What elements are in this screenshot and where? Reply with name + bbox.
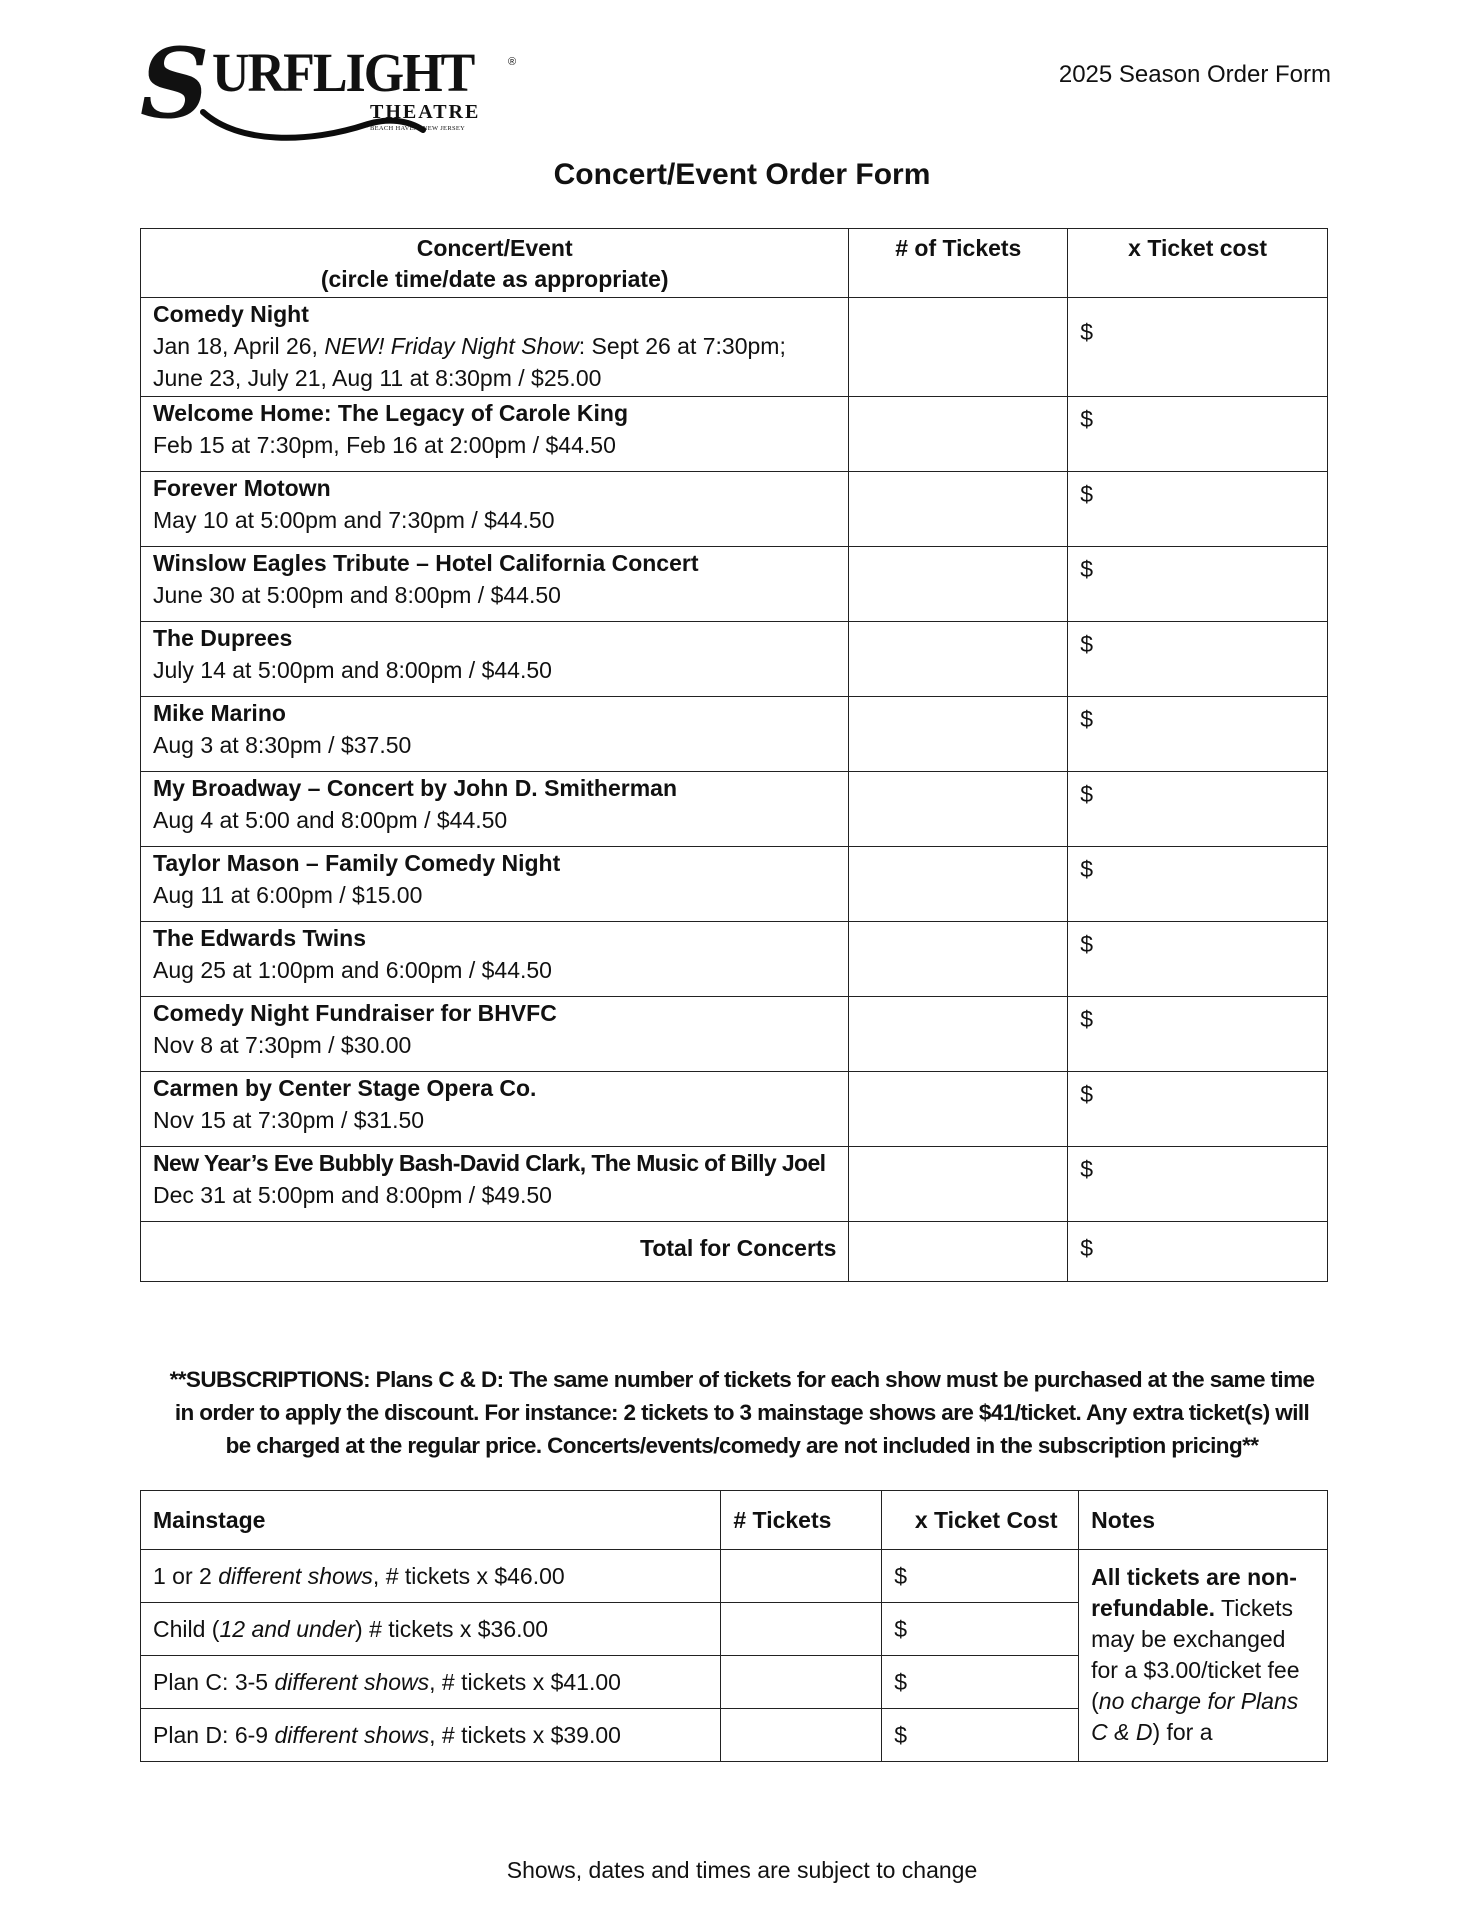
tickets-input-cell[interactable] (849, 472, 1068, 547)
subscriptions-note: **SUBSCRIPTIONS: Plans C & D: The same number of tickets for each show must be purchased at the same time in order to apply the discount. For instance: 2 tickets to 3 mainstage shows are $41/ticket. Any extra ticket(s) will be charged at the regular price. Concerts/events/comedy are not included in the subscription pricing** (169, 1367, 1315, 1458)
col-header-mainstage: Mainstage (141, 1491, 721, 1550)
price-option: Child (12 and under) # tickets x $36.00 (141, 1603, 721, 1656)
event-cell (141, 847, 849, 922)
mainstage-order-table (140, 1490, 1328, 1762)
event-name: Carmen by Center Stage Opera Co. (153, 1075, 537, 1101)
event-name: Mike Marino (153, 700, 286, 726)
col-header-tickets: # Tickets (721, 1491, 882, 1550)
table-row (141, 997, 1328, 1072)
event-cell (141, 772, 849, 847)
event-cell (141, 1147, 849, 1222)
tickets-input-cell[interactable] (721, 1656, 882, 1709)
event-when: Aug 11 at 6:00pm / $15.00 (153, 882, 423, 908)
event-cell (141, 922, 849, 997)
tickets-input-cell[interactable] (849, 847, 1068, 922)
event-name: Winslow Eagles Tribute – Hotel California Concert (153, 550, 699, 576)
price-option: Plan C: 3-5 different shows, # tickets x $41.00 (141, 1656, 721, 1709)
cost-input-cell[interactable]: $ (1068, 547, 1328, 622)
event-when: Dec 31 at 5:00pm and 8:00pm / $49.50 (153, 1182, 552, 1208)
tickets-input-cell[interactable] (849, 1147, 1068, 1222)
event-name: Comedy Night Fundraiser for BHVFC (153, 1000, 557, 1026)
event-name: Forever Motown (153, 475, 331, 501)
tickets-input-cell[interactable] (849, 1072, 1068, 1147)
event-name: Taylor Mason – Family Comedy Night (153, 850, 561, 876)
tickets-input-cell[interactable] (849, 547, 1068, 622)
table-header-row (141, 1491, 1328, 1550)
table-row (141, 1072, 1328, 1147)
total-cost-cell[interactable]: $ (1068, 1222, 1328, 1282)
event-when: July 14 at 5:00pm and 8:00pm / $44.50 (153, 657, 552, 683)
event-name: My Broadway – Concert by John D. Smitherman (153, 775, 678, 801)
cost-input-cell[interactable]: $ (1068, 298, 1328, 397)
footer-note: Shows, dates and times are subject to change (506, 1857, 978, 1883)
table-row (141, 1550, 1328, 1603)
notes-cell: All tickets are non-refundable. Tickets may be exchanged for a $3.00/ticket fee (no charge for Plans C & D) for a (1079, 1550, 1328, 1762)
col-header-cost: x Ticket cost (1068, 229, 1328, 298)
event-name: The Duprees (153, 625, 293, 651)
event-name: Comedy Night (153, 301, 309, 327)
event-cell (141, 472, 849, 547)
total-label: Total for Concerts (141, 1222, 849, 1282)
price-option: 1 or 2 different shows, # tickets x $46.00 (141, 1550, 721, 1603)
event-cell (141, 397, 849, 472)
tickets-input-cell[interactable] (849, 622, 1068, 697)
table-row (141, 622, 1328, 697)
price-option: Plan D: 6-9 different shows, # tickets x $39.00 (141, 1709, 721, 1762)
event-cell (141, 697, 849, 772)
table-row (141, 298, 1328, 397)
event-when: May 10 at 5:00pm and 7:30pm / $44.50 (153, 507, 555, 533)
cost-input-cell[interactable]: $ (882, 1709, 1079, 1762)
table-row (141, 847, 1328, 922)
logo-initial: S (140, 27, 210, 140)
cost-input-cell[interactable]: $ (1068, 772, 1328, 847)
tickets-input-cell[interactable] (849, 697, 1068, 772)
cost-input-cell[interactable]: $ (1068, 922, 1328, 997)
cost-input-cell[interactable]: $ (1068, 1147, 1328, 1222)
tickets-input-cell[interactable] (721, 1550, 882, 1603)
event-when: June 23, July 21, Aug 11 at 8:30pm / $25.00 (153, 365, 602, 391)
cost-input-cell[interactable]: $ (1068, 1072, 1328, 1147)
surflight-logo (138, 27, 528, 142)
cost-input-cell[interactable]: $ (1068, 997, 1328, 1072)
event-cell (141, 1072, 849, 1147)
table-row (141, 922, 1328, 997)
cost-input-cell[interactable]: $ (1068, 847, 1328, 922)
cost-input-cell[interactable]: $ (882, 1550, 1079, 1603)
total-row (141, 1222, 1328, 1282)
total-tickets-cell[interactable] (849, 1222, 1068, 1282)
logo-location: BEACH HAVEN, NEW JERSEY (370, 125, 466, 132)
event-when: June 30 at 5:00pm and 8:00pm / $44.50 (153, 582, 561, 608)
cost-input-cell[interactable]: $ (1068, 622, 1328, 697)
col-header-event: Concert/Event (circle time/date as appropriate) (141, 229, 849, 298)
tickets-input-cell[interactable] (849, 397, 1068, 472)
table-row (141, 697, 1328, 772)
col-header-tickets: # of Tickets (849, 229, 1068, 298)
tickets-input-cell[interactable] (849, 922, 1068, 997)
table-header-row (141, 229, 1328, 298)
table-row (141, 772, 1328, 847)
event-cell (141, 622, 849, 697)
tickets-input-cell[interactable] (849, 298, 1068, 397)
event-when: Aug 25 at 1:00pm and 6:00pm / $44.50 (153, 957, 552, 983)
page-title: Concert/Event Order Form (553, 158, 931, 191)
event-when: Aug 3 at 8:30pm / $37.50 (153, 732, 412, 758)
table-row (141, 547, 1328, 622)
cost-input-cell[interactable]: $ (1068, 397, 1328, 472)
cost-input-cell[interactable]: $ (882, 1656, 1079, 1709)
event-name: The Edwards Twins (153, 925, 366, 951)
tickets-input-cell[interactable] (721, 1709, 882, 1762)
tickets-input-cell[interactable] (721, 1603, 882, 1656)
event-when: Nov 15 at 7:30pm / $31.50 (153, 1107, 425, 1133)
season-label: 2025 Season Order Form (1058, 61, 1331, 88)
logo-registered: ® (508, 56, 517, 68)
event-when: Aug 4 at 5:00 and 8:00pm / $44.50 (153, 807, 508, 833)
table-row (141, 472, 1328, 547)
tickets-input-cell[interactable] (849, 772, 1068, 847)
event-cell (141, 298, 849, 397)
event-name: Welcome Home: The Legacy of Carole King (153, 400, 629, 426)
col-header-notes: Notes (1079, 1491, 1328, 1550)
event-when: Nov 8 at 7:30pm / $30.00 (153, 1032, 412, 1058)
cost-input-cell[interactable]: $ (882, 1603, 1079, 1656)
event-name: New Year’s Eve Bubbly Bash-David Clark, The Music of Billy Joel (153, 1150, 826, 1176)
event-when: Feb 15 at 7:30pm, Feb 16 at 2:00pm / $44.50 (153, 432, 616, 458)
table-row (141, 397, 1328, 472)
cost-input-cell[interactable]: $ (1068, 697, 1328, 772)
logo-theatre: THEATRE (370, 101, 481, 123)
table-row (141, 1147, 1328, 1222)
logo-wordmark: URFLIGHT (212, 43, 474, 104)
cost-input-cell[interactable]: $ (1068, 472, 1328, 547)
col-header-cost: x Ticket Cost (882, 1491, 1079, 1550)
concert-order-table (140, 228, 1328, 1282)
tickets-input-cell[interactable] (849, 997, 1068, 1072)
event-cell (141, 547, 849, 622)
event-when: Jan 18, April 26, NEW! Friday Night Show: Sept 26 at 7:30pm; (153, 333, 786, 359)
event-cell (141, 997, 849, 1072)
